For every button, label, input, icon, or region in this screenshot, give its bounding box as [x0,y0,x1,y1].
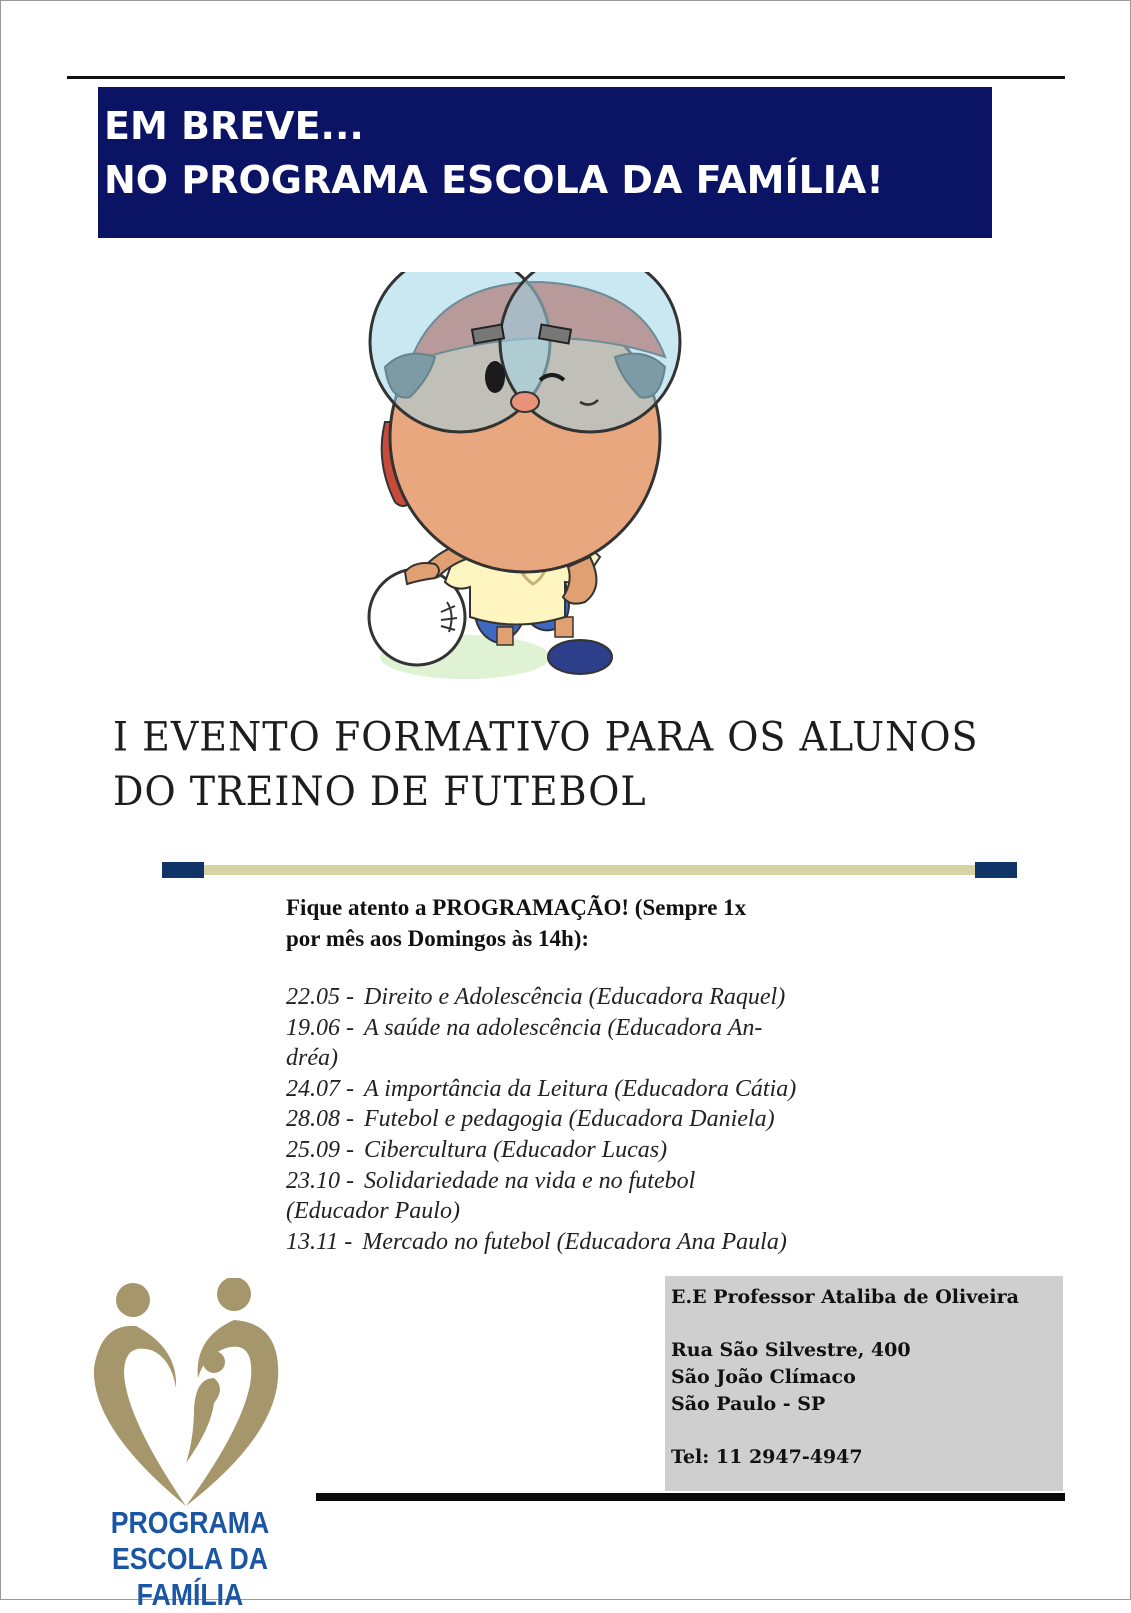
address-gap [671,1418,1063,1444]
schedule-topic: Cibercultura (Educador Lucas) [364,1136,668,1163]
list-item-continuation: dréa) [286,1045,338,1072]
schedule-date: 19.06 - [286,1014,354,1041]
district: São João Clímaco [671,1366,856,1388]
schedule-topic: Solidariedade na vida e no futebol [364,1167,696,1194]
school-name: E.E Professor Ataliba de Oliveira [671,1286,1019,1308]
divider-mid [204,865,975,875]
event-title [113,709,1073,818]
logo-line-1: PROGRAMA [110,1505,270,1540]
program-intro-line-1: Fique atento a PROGRAMAÇÃO! (Sempre 1x [286,895,747,920]
header-banner [98,87,992,238]
list-item-continuation: (Educador Paulo) [286,1198,460,1225]
schedule-list [286,982,866,1257]
list-item [286,982,866,1013]
schedule-date: 25.09 - [286,1136,354,1163]
city: São Paulo - SP [671,1393,826,1415]
schedule-topic: A importância da Leitura (Educadora Cátia) [364,1075,797,1102]
divider-end-right [975,862,1017,878]
schedule-date: 13.11 - [286,1228,353,1255]
schedule-topic: Futebol e pedagogia (Educadora Daniela) [364,1106,775,1133]
event-title-line-1: I EVENTO FORMATIVO PARA OS ALUNOS [113,713,979,760]
cartoon-boy-with-soccer-ball-icon [365,272,705,702]
list-item [286,1104,866,1135]
banner-line-1: EM BREVE... [104,104,364,148]
logo-wordmark [61,1505,319,1613]
list-item [286,1013,866,1044]
street-address: Rua São Silvestre, 400 [671,1339,911,1361]
family-heart-logo-icon [86,1278,286,1508]
schedule-topic: Direito e Adolescência (Educadora Raquel) [364,984,786,1010]
list-item [286,1227,866,1258]
address-gap [671,1311,1063,1337]
phone-number: Tel: 11 2947-4947 [671,1446,863,1468]
schedule-date: 24.07 - [286,1075,354,1102]
schedule-date: 28.08 - [286,1106,354,1133]
schedule-date: 22.05 - [286,984,354,1010]
event-title-line-2: DO TREINO DE FUTEBOL [113,768,647,815]
list-item [286,1166,866,1197]
top-rule [67,76,1065,79]
list-item [286,1074,866,1105]
program-intro-line-2: por mês aos Domingos às 14h): [286,926,590,951]
schedule-date: 23.10 - [286,1167,354,1194]
logo-line-2: ESCOLA DA FAMÍLIA [111,1541,269,1612]
schedule-topic: A saúde na adolescência (Educadora An- [364,1014,763,1041]
list-item [286,1135,866,1166]
bottom-rule [316,1493,1065,1501]
section-divider [162,862,1017,878]
program-intro [286,892,846,954]
banner-line-2: NO PROGRAMA ESCOLA DA FAMÍLIA! [104,158,884,202]
divider-end-left [162,862,204,878]
address-box [665,1276,1063,1491]
schedule-topic: Mercado no futebol (Educadora Ana Paula) [362,1228,787,1255]
